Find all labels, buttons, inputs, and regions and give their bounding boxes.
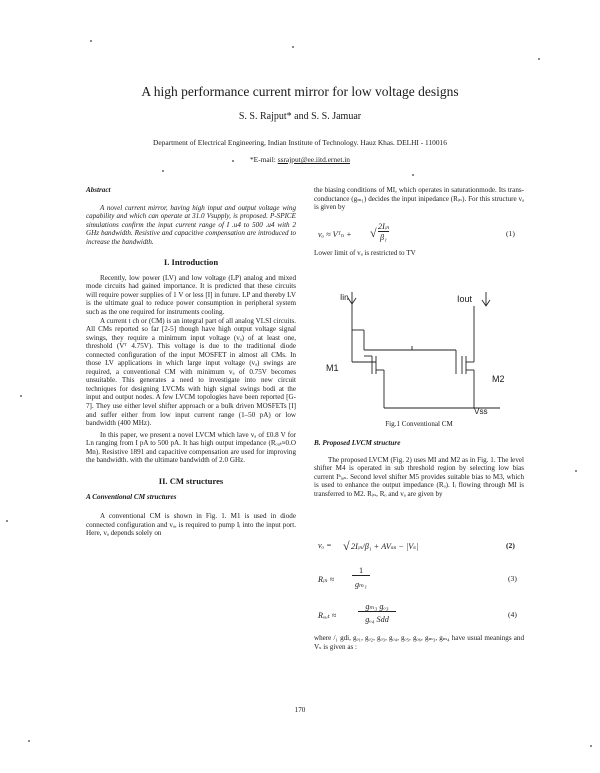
cm-subheading-a: A Conventional CM structures <box>86 493 177 502</box>
scan-speck <box>590 745 592 747</box>
intro-paragraph-1: Recently, low power (LV) and low voltage (LP) analog and mixed mode circuits had gained importance. It is predicted that these circuits will require power supplies of 1 V or less [I] in future. LP and thereby LV is the ultimate goal to reduce power consumption in peripheral system such as the one required for instruments cooling. <box>86 273 296 317</box>
scan-speck <box>90 40 92 42</box>
affiliation: Department of Electrical Engineering, Indian Institute of Technology. Hauz Khas. DELHI - 110016 <box>153 138 447 147</box>
email-line <box>0 155 600 164</box>
lower-limit-line <box>314 249 524 258</box>
equation-4-numerator: gₘ₃ gₒ₃ <box>358 601 396 612</box>
abstract-heading: Abstract <box>86 186 111 194</box>
equation-2-number: (2) <box>506 541 515 550</box>
lower-limit-text: Lower limit of vₐ is restricted to TV <box>314 249 416 257</box>
equation-3-number: (3) <box>508 574 517 583</box>
figure-1-iin-label: Iin <box>340 293 349 302</box>
equation-4-lhs: Rₒᵤₜ ≈ <box>318 611 337 620</box>
email-label: *E-mail: <box>249 155 276 164</box>
equation-2-rhs: 2Iᵢₙ/β₁ + AVₛₛ − |Vₛ| <box>351 542 419 551</box>
intro-paragraph-3: In this paper, we present a novel LVCM which lave vₐ of £0.8 V for Ln ranging from I pA to 500 pA. It has high output impedance (Rₒᵤₜ≈0.O Mn). Resistive 1891 and capacitive compensation are used for improving the bandwidth. with the ultimate bandwidth of 2.0 GHz. <box>86 430 296 465</box>
lvcm-subheading: B. Proposed LVCM structure <box>314 439 401 447</box>
equation-1-denominator: β₁ <box>380 233 387 242</box>
equation-2-sqrt: √ <box>343 539 350 553</box>
scan-speck <box>412 174 414 176</box>
figure-1-circuit <box>314 282 524 422</box>
cm-paragraph-1: A conventional CM is shown in Fig. 1. M1 is used in diode connected configuration and vₐ, is required to pump Iᵢ into the input port. Here, vₐ depends solely on <box>86 511 296 538</box>
equation-3-denominator: gₘ₁ <box>355 580 367 589</box>
equation-1-lhs: vₐ ≈ Vᵀₙ + <box>318 230 352 239</box>
scan-speck <box>6 520 8 522</box>
equation-3-numerator: 1 <box>352 566 370 576</box>
paper-authors: S. S. Rajput* and S. S. Jamuar <box>238 111 362 122</box>
scan-speck <box>28 740 30 742</box>
figure-1-vss-label: Vss <box>474 407 488 416</box>
equation-1-number: (1) <box>506 229 515 238</box>
page-number: 170 <box>294 706 306 714</box>
equation-2-lhs: vₐ = <box>318 541 332 550</box>
equation-2 <box>318 537 524 559</box>
right-paragraph-1: the biasing conditions of MI, which operates in saturationmode. Its trans-conductance (gₘ₁) decides the input inipedance (Rᵢₙ). For this structure vₐ is given by <box>314 186 524 212</box>
equation-3 <box>318 566 524 594</box>
right-column-top <box>314 186 524 212</box>
lvcm-paragraph: The proposed LVCM (Fig. 2) uses MI and M2 as in Fig. 1. The level shifter M4 is operated in sub threshold region by selecting low bias current Iᵇᵢₐₛ. Second level shifter M5 provides suitable bias to M3, which is used to enhance the output impedance (Rₒ). Iᵢ flowing through MI is transferred to M2. Rᵢₙ, Rₒ and vₐ are given by <box>314 455 524 498</box>
right-column-lvcm <box>314 439 524 498</box>
where-paragraph: where /₁ gdi, gₒ₁, gₒ₂, gₒ₃, gₒ₄, gₒ₅, gₒ₆, gₘ₃, gₘ₄ have usual meanings and Vₛ is given as : <box>314 634 524 651</box>
left-column <box>86 186 296 538</box>
scan-speck <box>575 470 577 472</box>
equation-4-denominator: gₒ₄ Sdd <box>365 615 389 624</box>
abstract-text: A novel current mirror, having high input and output voltage wing capability and which can operate at 31.0 Vsupply, is proposed. P-SPICE simulations confirm the input current range of I .u4 to 500 .u4 with 2 GHz bandwidth. Resistive and capacitive compensation are introduced to increase the bandwidth. <box>86 203 296 246</box>
equation-1-numerator: 2Iᵢₙ <box>378 222 390 231</box>
equation-4 <box>318 601 524 631</box>
scan-speck <box>538 58 540 60</box>
scan-speck <box>20 395 22 397</box>
figure-1-m2-label: M2 <box>492 374 505 384</box>
email-address[interactable]: ssrajput@ee.iitd.ernet.in <box>277 155 350 164</box>
scan-speck <box>162 170 164 172</box>
equation-4-number: (4) <box>508 610 517 619</box>
scan-speck <box>292 46 294 48</box>
figure-1-m1-label: M1 <box>326 363 339 373</box>
intro-paragraph-2: A current t ch or (CM) is an integral part of all analog VLSI circuits. All CMs reported so far [2-5] though have high output voltage signal swings, they require a minimum input voltage (vₐ) of at least one, threshold (Vᵀ 4.75V). This voltage is due to the traditional diode connected configuration of the input MOSFET in almost all CMs. In those LV applications in which large input voltage (vₐ) swings are required, a conventional CM with minimum vₐ of 0.75V becomes unsuitable. This generates a need to investigate into new circuit techniques for designing LVCMs with high signal swings bodi at the input and output nodes. A few LVCM topologies have been reported [G-7]. They use either level shifter approach or a bulk driven MOSFETs [I] and suffer either from low input current range (1‒50 pA) or low bandwidth (400 MHz). <box>86 316 296 428</box>
equation-1-sqrt: √ <box>370 226 377 240</box>
equation-3-lhs: Rᵢₙ ≈ <box>318 575 335 584</box>
right-column-where <box>314 634 524 651</box>
equation-1 <box>318 222 524 248</box>
figure-1-iout-label: Iout <box>457 294 473 304</box>
paper-title: A high performance current mirror for low voltage designs <box>141 84 459 99</box>
cm-heading: II. CM structures <box>158 475 224 486</box>
intro-heading: I. Introduction <box>163 257 219 268</box>
figure-1-caption: Fig.1 Conventional CM <box>385 420 453 428</box>
